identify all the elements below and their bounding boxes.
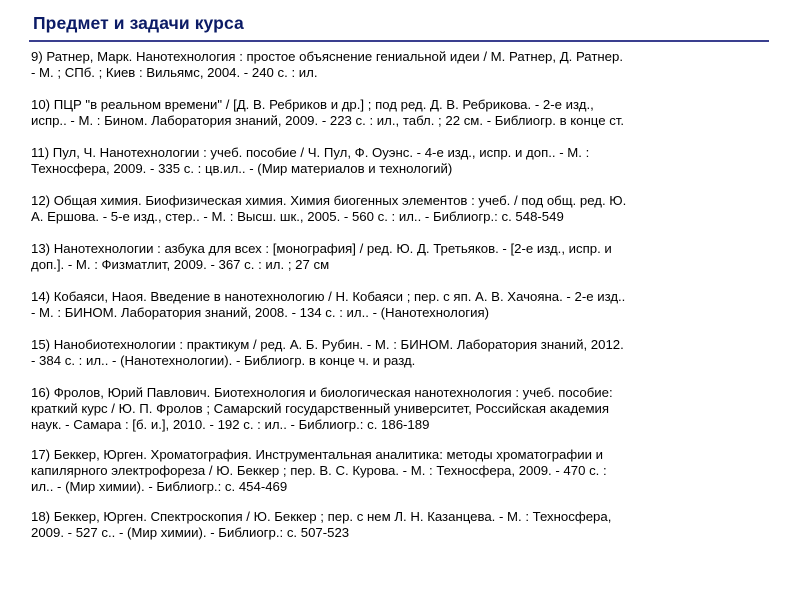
reference-item-14: 14) Кобаяси, Наоя. Введение в нанотехнологию / Н. Кобаяси ; пер. с яп. А. В. Хачояна. - 2-е изд.. - М. : БИНОМ. Лаборатория знаний, 2008. - 134 с. : ил.. - (Нанотехнология) <box>31 289 626 320</box>
slide-title: Предмет и задачи курса <box>33 13 244 33</box>
reference-item-15: 15) Нанобиотехнологии : практикум / ред. А. Б. Рубин. - М. : БИНОМ. Лаборатория знаний, 2012. - 384 с. : ил.. - (Нанотехнологии). - Библиогр. в конце ч. и разд. <box>31 337 624 368</box>
reference-item-11: 11) Пул, Ч. Нанотехнологии : учеб. пособие / Ч. Пул, Ф. Оуэнс. - 4-е изд., испр. и доп.. - М. : Техносфера, 2009. - 335 с. : цв.ил.. - (Мир материалов и технологий) <box>31 145 590 176</box>
title-underline <box>29 40 769 42</box>
reference-item-12: 12) Общая химия. Биофизическая химия. Химия биогенных элементов : учеб. / под общ. ред. Ю. А. Ершова. - 5-е изд., стер.. - М. : Высш. шк., 2005. - 560 с. : ил.. - Библиогр.: с. 548-549 <box>31 193 627 224</box>
reference-item-13: 13) Нанотехнологии : азбука для всех : [монография] / ред. Ю. Д. Третьяков. - [2-е изд., испр. и доп.]. - М. : Физматлит, 2009. - 367 с. : ил. ; 27 см <box>31 241 612 272</box>
reference-item-18: 18) Беккер, Юрген. Спектроскопия / Ю. Беккер ; пер. с нем Л. Н. Казанцева. - М. : Техносфера, 2009. - 527 с.. - (Мир химии). - Библиогр.: с. 507-523 <box>31 509 612 540</box>
reference-list <box>31 49 769 557</box>
reference-item-16: 16) Фролов, Юрий Павлович. Биотехнология и биологическая нанотехнология : учеб. пособие: краткий курс / Ю. П. Фролов ; Самарский государственный университет, Российская академия наук. - Самара : [б. и.], 2010. - 192 с. : ил.. - Библиогр.: с. 186-189 <box>31 385 613 432</box>
reference-item-17: 17) Беккер, Юрген. Хроматография. Инструментальная аналитика: методы хроматографии и капилярного электрофореза / Ю. Беккер ; пер. В. С. Курова. - М. : Техносфера, 2009. - 470 с. : ил.. - (Мир химии). - Библиогр.: с. 454-469 <box>31 447 607 494</box>
reference-item-9: 9) Ратнер, Марк. Нанотехнология : простое объяснение гениальной идеи / М. Ратнер, Д. Ратнер. - М. ; СПб. ; Киев : Вильямс, 2004. - 240 с. : ил. <box>31 49 624 80</box>
reference-item-10: 10) ПЦР "в реальном времени" / [Д. В. Ребриков и др.] ; под ред. Д. В. Ребрикова. - 2-е изд., испр.. - М. : Бином. Лаборатория знаний, 2009. - 223 с. : ил., табл. ; 22 см. - Библиогр. в конце ст. <box>31 97 625 128</box>
